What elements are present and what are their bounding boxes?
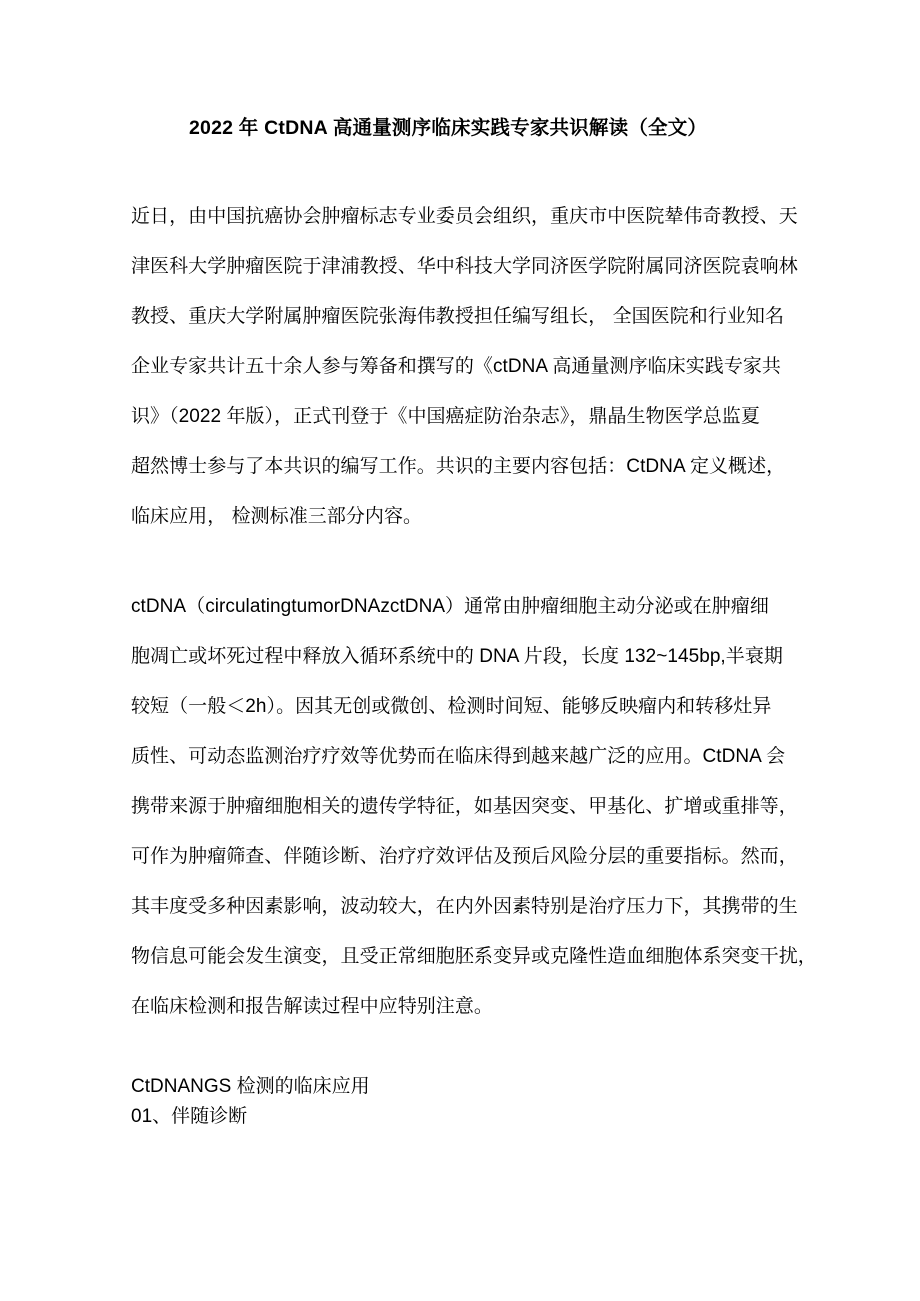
section-heading-companion-diagnosis: 01、伴随诊断 — [131, 1106, 248, 1127]
paragraph-line: 在临床检测和报告解读过程中应特别注意。 — [131, 996, 493, 1017]
paragraph-line: 教授、重庆大学附属肿瘤医院张海伟教授担任编写组长， 全国医院和行业知名 — [131, 306, 785, 327]
paragraph-line: 可作为肿瘤筛查、伴随诊断、治疗疗效评估及预后风险分层的重要指标。然而， — [131, 846, 798, 867]
paragraph-intro — [131, 192, 798, 542]
paragraph-line: 企业专家共计五十余人参与筹备和撰写的《ctDNA 高通量测序临床实践专家共 — [131, 356, 781, 377]
paragraph-line: 胞凋亡或坏死过程中释放入循环系统中的 DNA 片段，长度 132~145bp,半衰期 — [131, 646, 783, 667]
paragraph-line: 其丰度受多种因素影响，波动较大，在内外因素特别是治疗压力下，其携带的生 — [131, 896, 798, 917]
paragraph-line: 津医科大学肿瘤医院于津浦教授、华中科技大学同济医学院附属同济医院袁响林 — [131, 256, 798, 277]
paragraph-line: 较短（一般＜2h）。因其无创或微创、检测时间短、能够反映瘤内和转移灶异 — [131, 696, 772, 717]
section-heading-clinical-application: CtDNANGS 检测的临床应用 — [131, 1076, 370, 1097]
paragraph-line: ctDNA（circulatingtumorDNAᴢctDNA）通常由肿瘤细胞主动分泌或在肿瘤细 — [131, 596, 769, 617]
section-headings — [131, 1072, 793, 1132]
paragraph-line: 近日，由中国抗癌协会肿瘤标志专业委员会组织，重庆市中医院辇伟奇教授、天 — [131, 206, 798, 227]
paragraph-line: 物信息可能会发生演变，且受正常细胞胚系变异或克隆性造血细胞体系突变干扰， — [131, 946, 817, 967]
paragraph-line: 识》（2022 年版），正式刊登于《中国癌症防治杂志》，鼎晶生物医学总监夏 — [131, 406, 760, 427]
paragraph-line: 临床应用， 检测标准三部分内容。 — [131, 506, 423, 527]
page-title: 2022 年 CtDNA 高通量测序临床实践专家共识解读（全文） — [189, 117, 708, 139]
paragraph-line: 携带来源于肿瘤细胞相关的遗传学特征，如基因突变、甲基化、扩增或重排等， — [131, 796, 798, 817]
paragraph-ctdna-definition — [131, 582, 817, 1032]
paragraph-line: 质性、可动态监测治疗疗效等优势而在临床得到越来越广泛的应用。CtDNA 会 — [131, 746, 786, 767]
paragraph-line: 超然博士参与了本共识的编写工作。共识的主要内容包括：CtDNA 定义概述， — [131, 456, 786, 477]
